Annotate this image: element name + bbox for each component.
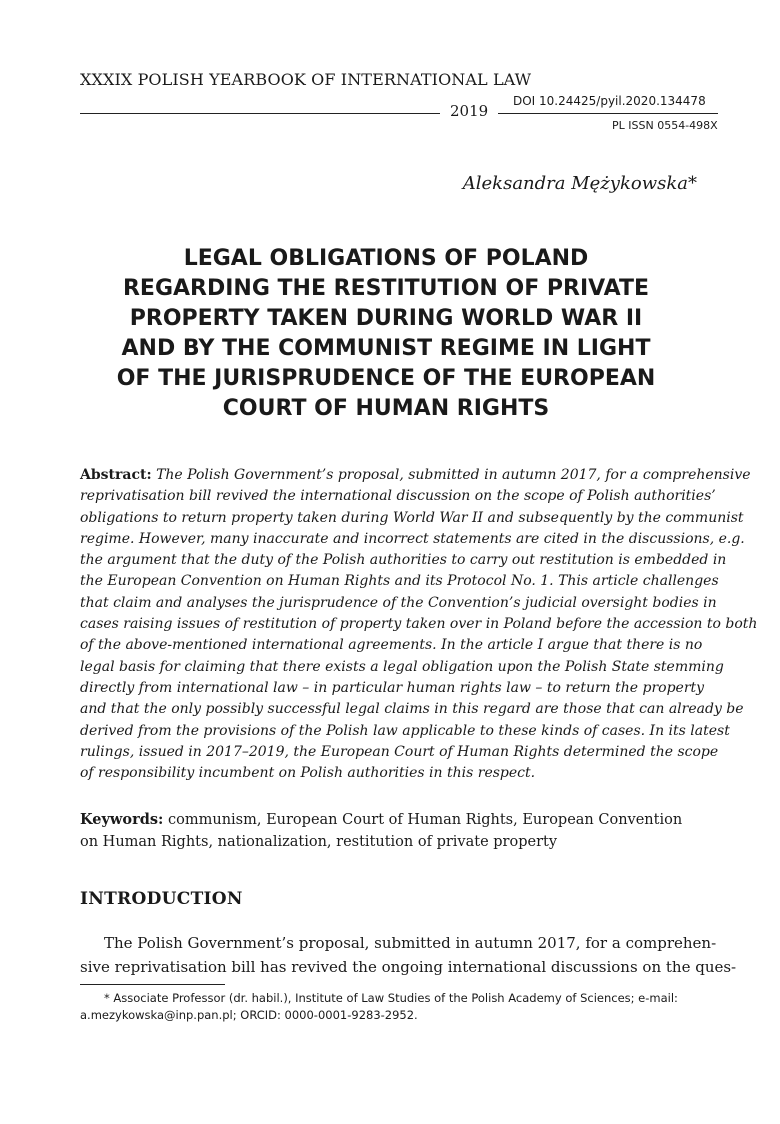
title-line: COURT OF HUMAN RIGHTS	[222, 396, 550, 421]
issn: PL ISSN 0554-498X	[612, 119, 718, 132]
footnote-rule	[80, 984, 225, 985]
title-line: REGARDING THE RESTITUTION OF PRIVATE	[122, 276, 650, 301]
title-line: OF THE JURISPRUDENCE OF THE EUROPEAN	[116, 366, 656, 391]
header-rule-right	[498, 113, 718, 114]
keywords-text: communism, European Court of Human Rights, European Convention on Human Rights, nationalization, restitution of private property	[80, 812, 683, 850]
doi: DOI 10.24425/pyil.2020.134478	[513, 94, 706, 108]
section-heading: INTRODUCTION	[80, 889, 243, 909]
abstract-line: the European Convention on Human Rights and its Protocol No. 1. This article challenges	[80, 573, 719, 590]
abstract	[80, 465, 758, 784]
abstract-line: derived from the provisions of the Polish law applicable to these kinds of cases. In its latest	[80, 722, 730, 739]
article-title	[80, 244, 692, 424]
footnote-line: * Associate Professor (dr. habil.), Institute of Law Studies of the Polish Academy of Sciences; e-mail:	[104, 991, 678, 1005]
abstract-line: rulings, issued in 2017–2019, the European Court of Human Rights determined the scope	[80, 743, 719, 760]
title-line: AND BY THE COMMUNIST REGIME IN LIGHT	[121, 336, 651, 361]
title-line: LEGAL OBLIGATIONS OF POLAND	[183, 246, 589, 271]
abstract-line: and that the only possibly successful legal claims in this regard are those that can already be	[80, 701, 744, 718]
journal-year: 2019	[450, 102, 489, 120]
author-name: Aleksandra Mężykowska*	[462, 173, 697, 194]
abstract-line: obligations to return property taken during World War II and subsequently by the communist	[80, 509, 744, 526]
footnote-line: a.mezykowska@inp.pan.pl; ORCID: 0000-0001-9283-2952.	[80, 1008, 418, 1022]
body-line: sive reprivatisation bill has revived the ongoing international discussions on the ques-	[80, 958, 737, 976]
abstract-line: of responsibility incumbent on Polish authorities in this respect.	[80, 765, 536, 782]
header-rule-left	[80, 113, 440, 114]
abstract-line: reprivatisation bill revived the international discussion on the scope of Polish authorities’	[80, 488, 716, 505]
journal-title: XXXIX POLISH YEARBOOK OF INTERNATIONAL LAW	[80, 70, 532, 89]
abstract-line: regime. However, many inaccurate and incorrect statements are cited in the discussions, e.g.	[80, 530, 745, 547]
abstract-label: Abstract:	[80, 467, 152, 483]
footnote	[80, 990, 692, 1024]
body-line: The Polish Government’s proposal, submitted in autumn 2017, for a comprehen-	[104, 934, 717, 952]
abstract-line: the argument that the duty of the Polish authorities to carry out restitution is embedded in	[80, 552, 727, 569]
abstract-line: of the above-mentioned international agreements. In the article I argue that there is no	[80, 637, 703, 654]
keywords	[80, 809, 692, 853]
abstract-line	[80, 465, 751, 486]
abstract-line: that claim and analyses the jurisprudence of the Convention’s judicial oversight bodies in	[80, 594, 717, 611]
abstract-line: legal basis for claiming that there exists a legal obligation upon the Polish State stemming	[80, 658, 724, 675]
abstract-line: cases raising issues of restitution of property taken over in Poland before the accession to both	[80, 616, 758, 633]
keywords-label: Keywords:	[80, 811, 164, 828]
abstract-line: directly from international law – in particular human rights law – to return the property	[80, 679, 705, 696]
title-line: PROPERTY TAKEN DURING WORLD WAR II	[129, 306, 643, 331]
abstract-text: The Polish Government’s proposal, submitted in autumn 2017, for a comprehensive	[156, 467, 751, 483]
body-text	[80, 931, 737, 979]
